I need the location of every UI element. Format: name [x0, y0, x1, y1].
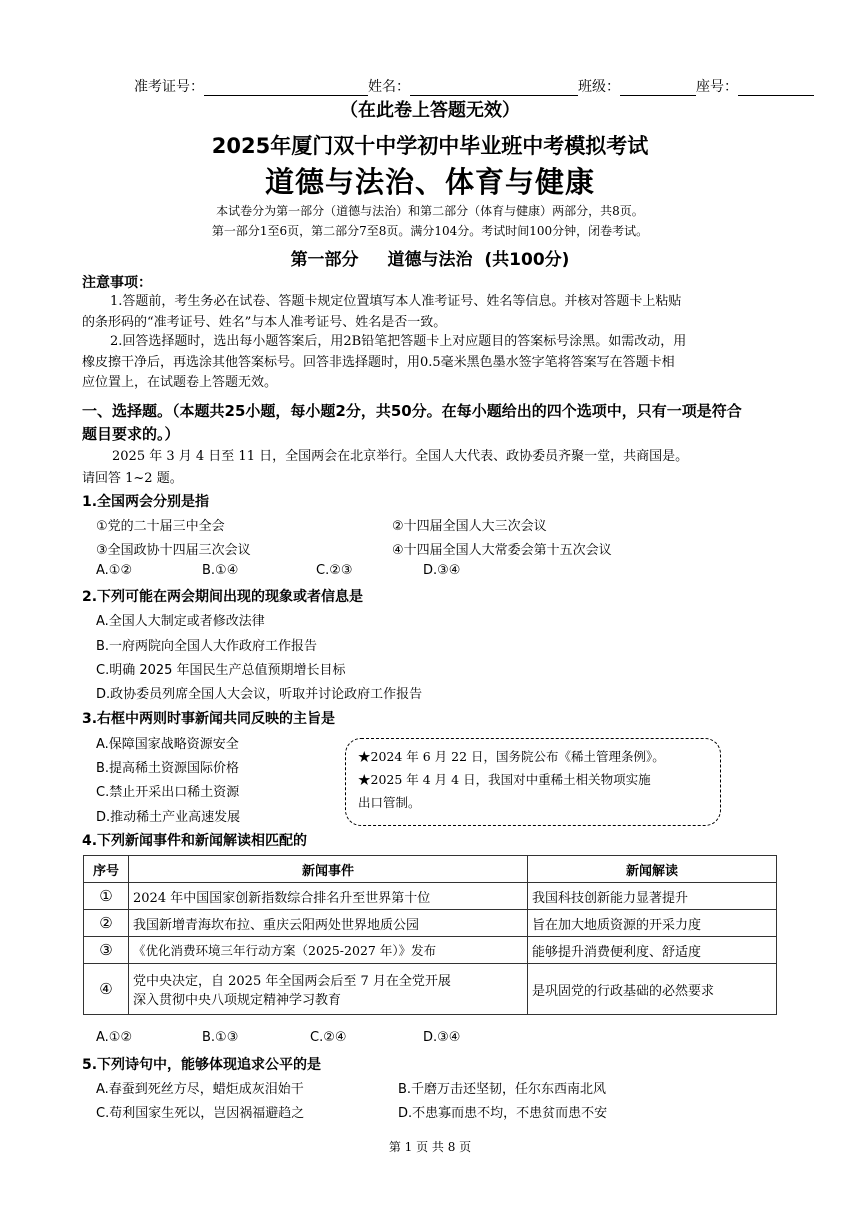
q1-option-a: A.①② [96, 563, 133, 578]
table-row [84, 964, 777, 1015]
table-row [84, 910, 777, 937]
material-line-1: 2025 年 3 月 4 日至 11 日，全国两会在北京举行。全国人大代表、政协委员齐聚一堂，共商国是。 [112, 449, 689, 464]
row-event: 我国新增青海坎布拉、重庆云阳两处世界地质公园 [129, 910, 528, 937]
row-reading: 我国科技创新能力显著提升 [528, 883, 777, 910]
q5-option-b: B.千磨万击还坚韧，任尔东西南北风 [398, 1082, 607, 1097]
q4-option-d: D.③④ [423, 1030, 461, 1045]
row-no: ① [84, 883, 129, 910]
row-event [129, 964, 528, 1015]
q5-option-a: A.春蚕到死丝方尽，蜡炬成灰泪始干 [96, 1082, 304, 1097]
table-row [84, 937, 777, 964]
q5-option-d: D.不患寡而患不均，不患贫而患不安 [398, 1106, 608, 1121]
q2-stem: 2.下列可能在两会期间出现的现象或者信息是 [82, 589, 364, 605]
q2-option-d: D.政协委员列席全国人大会议，听取并讨论政府工作报告 [96, 687, 423, 702]
q1-statement-2: ②十四届全国人大三次会议 [392, 519, 547, 534]
news-item-2-line1: ★2025 年 4 月 4 日，我国对中重稀土相关物项实施 [358, 772, 651, 787]
section-heading-line1: 一、选择题。（本题共25小题，每小题2分，共50分。在每小题给出的四个选项中，只有一项是符合 [82, 402, 742, 420]
seat-label: 座号： [696, 79, 738, 95]
news-item-2-line2: 出口管制。 [358, 795, 421, 810]
row-reading: 旨在加大地质资源的开采力度 [528, 910, 777, 937]
news-box [345, 738, 721, 826]
q3-option-b: B.提高稀土资源国际价格 [96, 761, 240, 776]
q2-option-b: B.一府两院向全国人大作政府工作报告 [96, 639, 318, 654]
admission-number-blank [204, 79, 368, 96]
row-reading: 能够提升消费便利度、舒适度 [528, 937, 777, 964]
part-title: 第一部分 道德与法治 (共100分) [290, 250, 570, 270]
q1-option-c: C.②③ [316, 563, 353, 578]
q1-statement-4: ④十四届全国人大常委会第十五次会议 [392, 543, 612, 558]
row-no: ④ [84, 964, 129, 1015]
q1-stem: 1.全国两会分别是指 [82, 494, 210, 510]
news-item-1: ★2024 年 6 月 22 日，国务院公布《稀土管理条例》。 [358, 749, 665, 764]
admission-number-label: 准考证号： [134, 79, 204, 95]
q3-option-a: A.保障国家战略资源安全 [96, 737, 239, 752]
row-event: 2024 年中国国家创新指数综合排名升至世界第十位 [129, 883, 528, 910]
subject-title: 道德与法治、体育与健康 [264, 165, 595, 199]
q5-option-c: C.苟利国家生死以，岂因祸福避趋之 [96, 1106, 305, 1121]
q1-option-d: D.③④ [423, 563, 461, 578]
notice-heading: 注意事项： [82, 275, 152, 291]
seat-blank [738, 79, 814, 96]
class-blank [620, 79, 696, 96]
row-no: ③ [84, 937, 129, 964]
q1-statement-3: ③全国政协十四届三次会议 [96, 543, 251, 558]
q4-option-b: B.①③ [202, 1030, 239, 1045]
col-header-reading: 新闻解读 [528, 856, 777, 883]
q5-stem: 5.下列诗句中，能够体现追求公平的是 [82, 1057, 322, 1073]
intro-line-2: 第一部分1至6页，第二部分7至8页。满分104分。考试时间100分钟，闭卷考试。 [211, 224, 649, 238]
q3-stem: 3.右框中两则时事新闻共同反映的主旨是 [82, 711, 336, 727]
q4-option-c: C.②④ [310, 1030, 347, 1045]
notice-item2-line3: 应位置上，在试题卷上答题无效。 [82, 375, 278, 390]
invalid-answer-note: （在此卷上答题无效） [340, 100, 520, 121]
page-footer: 第 1 页 共 8 页 [388, 1140, 472, 1154]
row-no: ② [84, 910, 129, 937]
row-reading: 是巩固党的行政基础的必然要求 [528, 964, 777, 1015]
table-row [84, 883, 777, 910]
candidate-info-line [134, 76, 814, 96]
intro-line-1: 本试卷分为第一部分（道德与法治）和第二部分（体育与健康）两部分，共8页。 [216, 204, 644, 218]
q3-option-d: D.推动稀土产业高速发展 [96, 810, 241, 825]
name-label: 姓名： [368, 79, 410, 95]
q1-option-b: B.①④ [202, 563, 239, 578]
notice-item1-line1: 1.答题前，考生务必在试卷、答题卡规定位置填写本人准考证号、姓名等信息。并核对答题卡上粘贴 [110, 294, 682, 309]
col-header-no: 序号 [84, 856, 129, 883]
news-table [83, 855, 777, 1015]
material-line-2: 请回答 1~2 题。 [82, 471, 183, 486]
q1-statement-1: ①党的二十届三中全会 [96, 519, 225, 534]
table-header-row [84, 856, 777, 883]
q2-option-a: A.全国人大制定或者修改法律 [96, 614, 265, 629]
col-header-event: 新闻事件 [129, 856, 528, 883]
notice-item2-line1: 2.回答选择题时，选出每小题答案后，用2B铅笔把答题卡上对应题目的答案标号涂黑。如需改动，用 [110, 334, 687, 349]
row-event-line2: 深入贯彻中央八项规定精神学习教育 [133, 993, 342, 1008]
notice-item2-line2: 橡皮擦干净后，再选涂其他答案标号。回答非选择题时，用0.5毫米黑色墨水签字笔将答案写在答题卡相 [82, 355, 675, 370]
q3-option-c: C.禁止开采出口稀土资源 [96, 785, 240, 800]
q2-option-c: C.明确 2025 年国民生产总值预期增长目标 [96, 663, 346, 678]
class-label: 班级： [578, 79, 620, 95]
q4-stem: 4.下列新闻事件和新闻解读相匹配的 [82, 833, 308, 849]
row-event: 《优化消费环境三年行动方案（2025-2027 年）》发布 [129, 937, 528, 964]
section-heading-line2: 题目要求的。） [82, 425, 180, 443]
row-event-line1: 党中央决定，自 2025 年全国两会后至 7 月在全党开展 [133, 974, 451, 989]
name-blank [410, 79, 578, 96]
notice-item1-line2: 的条形码的“准考证号、姓名”与本人准考证号、姓名是否一致。 [82, 315, 447, 330]
exam-title: 2025年厦门双十中学初中毕业班中考模拟考试 [211, 134, 649, 158]
q4-option-a: A.①② [96, 1030, 133, 1045]
